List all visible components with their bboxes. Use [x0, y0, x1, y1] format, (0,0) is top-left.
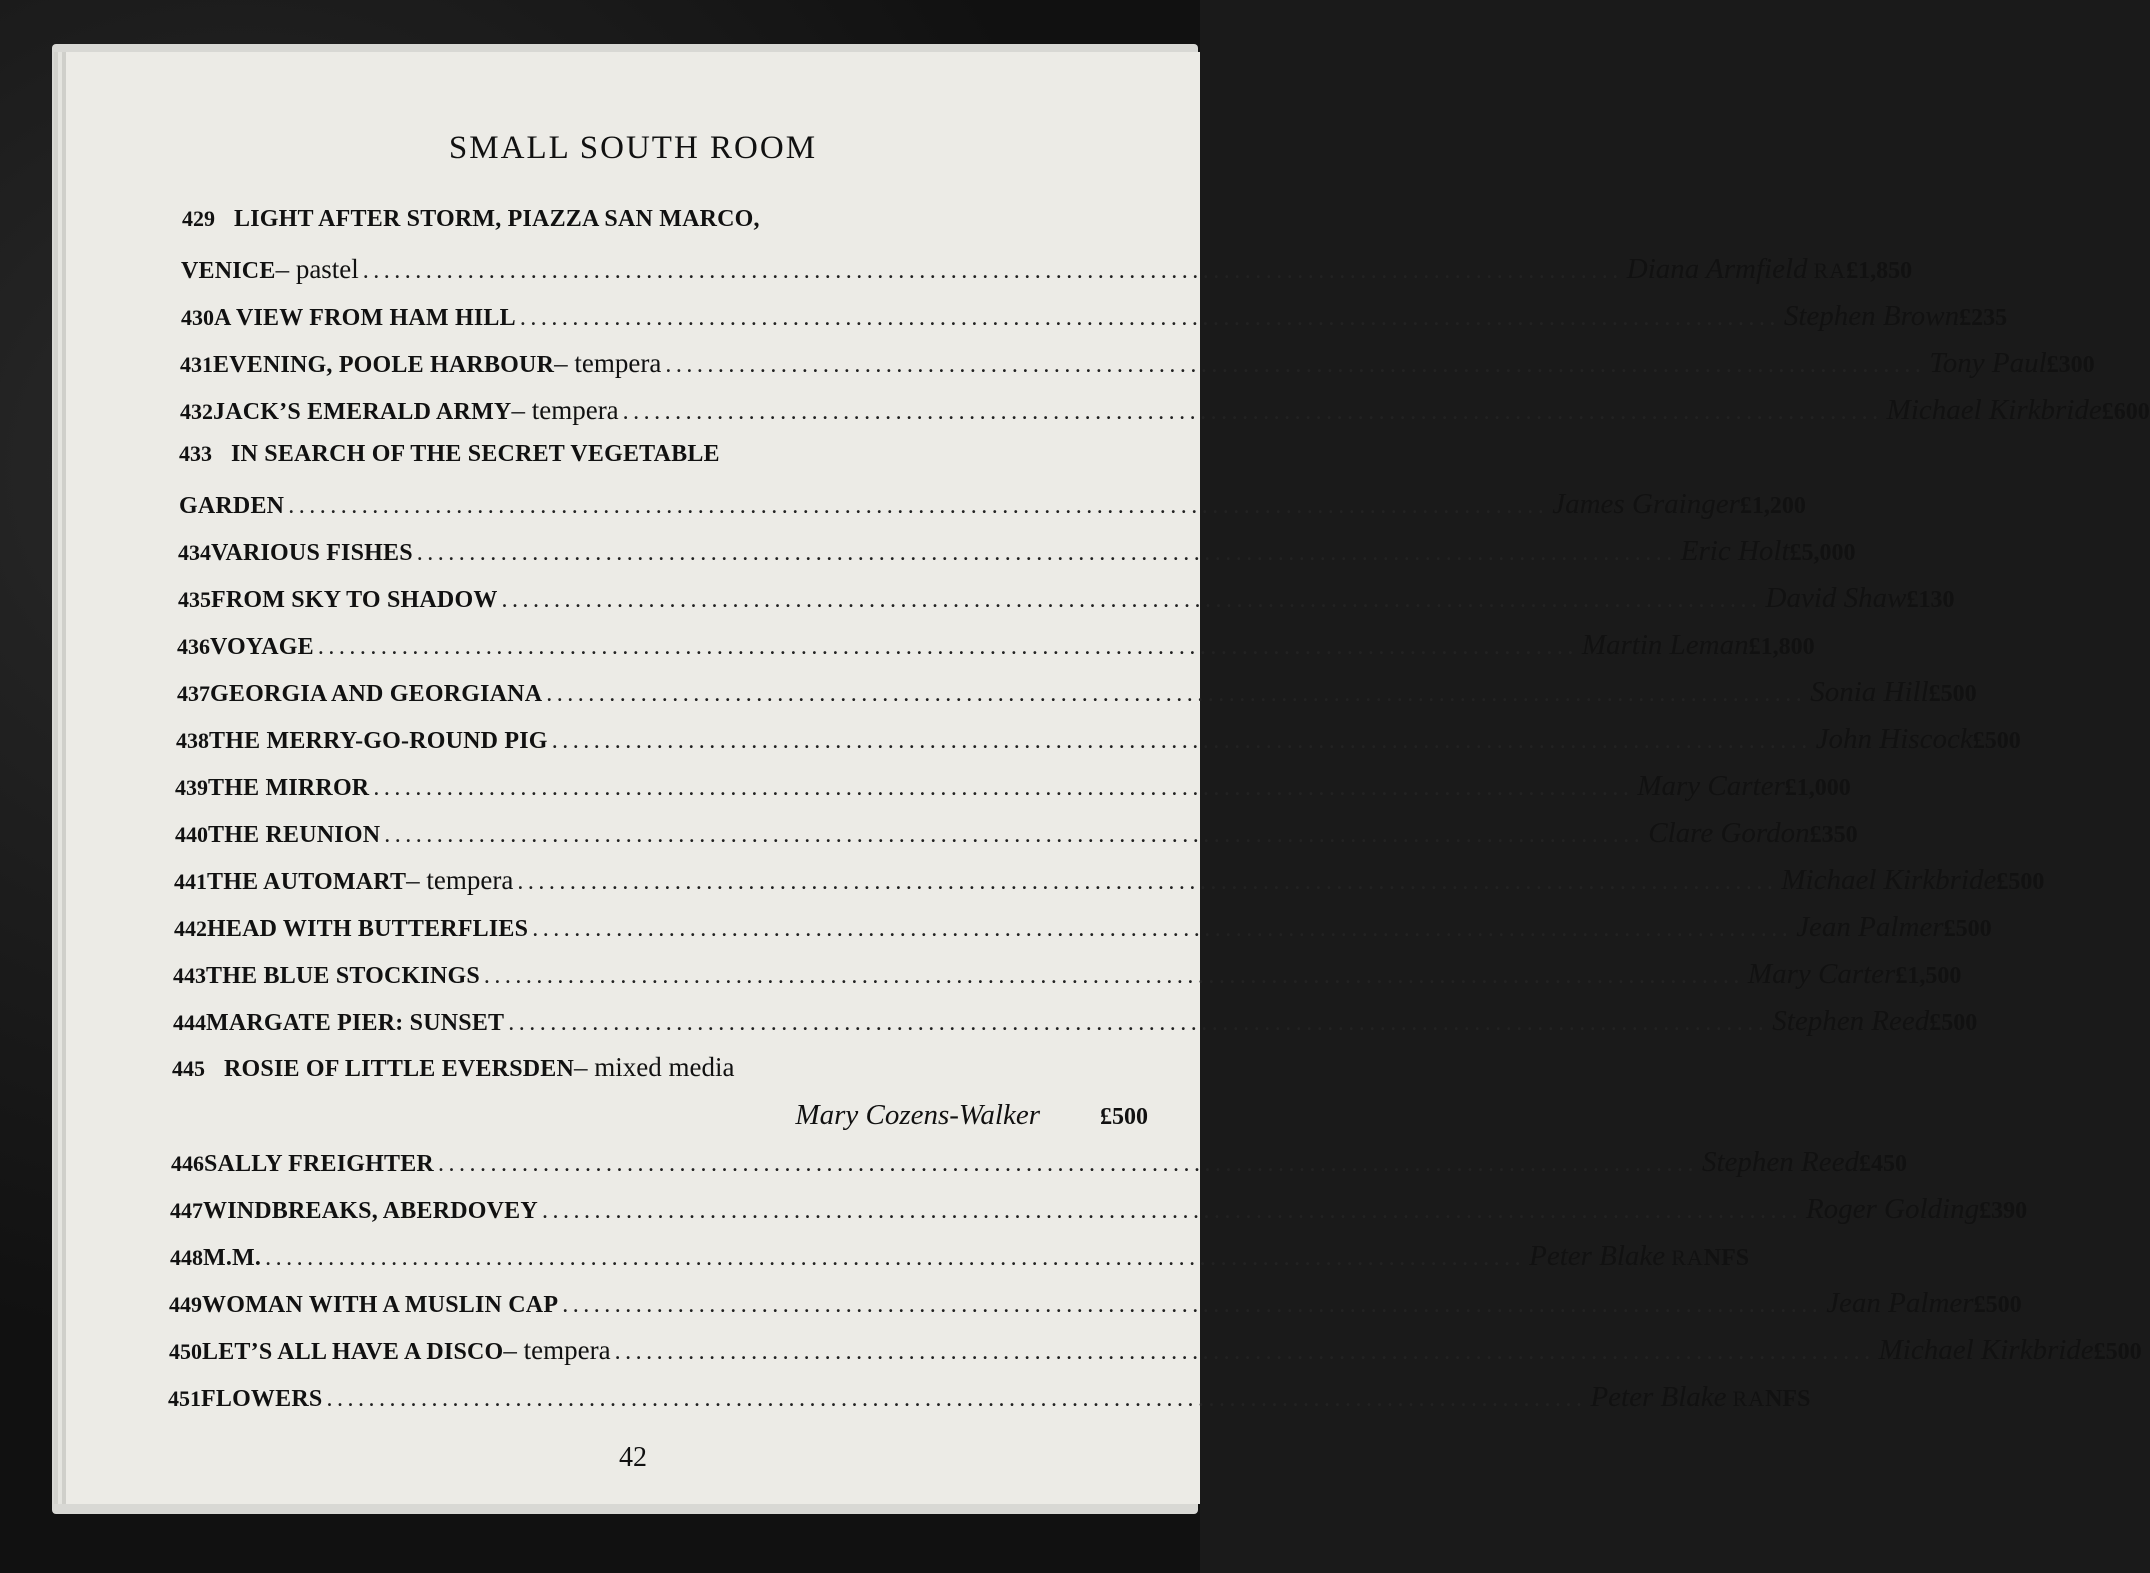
entry-number: 433 — [179, 441, 212, 466]
entry-title: LET’S ALL HAVE A DISCO — [202, 1339, 504, 1365]
entry-ra-suffix: RA — [1813, 258, 1847, 283]
entry-title: MARGATE PIER: SUNSET — [206, 1010, 505, 1036]
entry-medium: – mixed media — [574, 1052, 735, 1082]
entry-title: HEAD WITH BUTTERFLIES — [207, 916, 529, 942]
leader-dots: ........................................................................................................................ — [362, 258, 1623, 284]
entry-artist: Martin Leman — [1581, 629, 1749, 661]
entry-number: 435 — [178, 587, 211, 612]
entry-ra-suffix: RA — [1732, 1386, 1766, 1411]
catalogue-entry — [175, 770, 1851, 810]
entry-artist: Mary Carter — [1637, 770, 1785, 802]
entry-artist: James Grainger — [1552, 488, 1740, 520]
entry-number: 437 — [177, 681, 210, 706]
leader-dots: ........................................................................................................................ — [562, 1292, 1823, 1318]
entry-medium: – tempera — [503, 1335, 611, 1365]
entry-number: 436 — [177, 634, 210, 659]
catalogue-entry — [177, 629, 1815, 669]
entry-artist: Stephen Reed — [1772, 1005, 1930, 1037]
catalogue-entry — [172, 1052, 1148, 1092]
entry-title: IN SEARCH OF THE SECRET VEGETABLE — [231, 441, 720, 467]
entry-artist: Clare Gordon — [1648, 817, 1810, 849]
catalogue-entry — [181, 253, 1913, 293]
entry-number: 429 — [182, 206, 215, 231]
entry-title: JACK’S EMERALD ARMY — [213, 399, 512, 425]
catalogue-entry — [176, 723, 2021, 763]
leader-dots: ........................................................................................................................ — [551, 728, 1812, 754]
entry-price: £450 — [1858, 1151, 1907, 1177]
page-title: SMALL SOUTH ROOM — [448, 130, 818, 166]
catalogue-entry — [178, 582, 1955, 622]
entry-price: £130 — [1906, 587, 1955, 613]
entry-title: VENICE — [181, 258, 276, 284]
entry-number: 449 — [169, 1292, 202, 1317]
entry-number: 430 — [181, 305, 214, 330]
page-number: 42 — [619, 1442, 647, 1473]
entry-artist: Diana Armfield RA — [1626, 253, 1847, 285]
entry-price: £1,200 — [1739, 493, 1806, 519]
entry-artist: Sonia Hill — [1810, 676, 1929, 708]
catalogue-entry — [180, 394, 2150, 434]
entry-price: £350 — [1809, 822, 1858, 848]
entry-number: 442 — [174, 916, 207, 941]
entry-price: £500 — [1100, 1104, 1148, 1130]
entry-title: THE AUTOMART — [207, 869, 407, 895]
entry-title: ROSIE OF LITTLE EVERSDEN — [224, 1056, 575, 1082]
entry-artist: Jean Palmer — [1796, 911, 1944, 943]
entry-artist: Peter Blake RA — [1590, 1381, 1766, 1413]
entry-title: GARDEN — [179, 493, 285, 519]
entry-artist: Mary Carter — [1747, 958, 1896, 990]
entry-title: WOMAN WITH A MUSLIN CAP — [202, 1292, 559, 1318]
entry-artist: Stephen Reed — [1701, 1146, 1859, 1178]
entry-artist: John Hiscock — [1815, 723, 1973, 755]
catalogue-entry — [173, 1005, 1978, 1045]
entry-price: £1,000 — [1784, 775, 1851, 801]
entry-title: GEORGIA AND GEORGIANA — [210, 681, 543, 707]
leader-dots: ........................................................................................................................ — [614, 1339, 1875, 1365]
catalogue-entry — [181, 300, 2008, 340]
catalogue-entry — [174, 864, 2045, 904]
catalogue-entry — [170, 1240, 1750, 1280]
entry-artist: Roger Golding — [1805, 1193, 1980, 1225]
entry-price: NFS — [1703, 1245, 1750, 1271]
entry-medium: – tempera — [554, 348, 662, 378]
leader-dots: ........................................................................................................................ — [416, 540, 1677, 566]
leader-dots: ........................................................................................................................ — [508, 1010, 1769, 1036]
entry-price: £1,800 — [1748, 634, 1815, 660]
entry-title: THE BLUE STOCKINGS — [206, 963, 480, 989]
catalogue-entry — [170, 1193, 2028, 1233]
entry-ra-suffix: RA — [1671, 1245, 1704, 1270]
entry-medium: – tempera — [406, 865, 514, 895]
entry-number: 446 — [171, 1151, 204, 1176]
entry-price: NFS — [1765, 1386, 1811, 1412]
entry-number: 438 — [176, 728, 209, 753]
catalogue-entry — [178, 535, 1856, 575]
entry-price: £600 — [2101, 399, 2150, 425]
leader-dots: ........................................................................................................................ — [519, 305, 1780, 331]
leader-dots: ........................................................................................................................ — [265, 1245, 1526, 1271]
leader-dots: ........................................................................................................................ — [437, 1151, 1698, 1177]
entry-price: £500 — [1928, 681, 1977, 707]
entry-artist: Mary Cozens-Walker — [795, 1099, 1040, 1131]
entry-artist: Michael Kirkbride — [1878, 1334, 2094, 1366]
entry-number: 445 — [172, 1056, 205, 1081]
leader-dots: ........................................................................................................................ — [541, 1198, 1802, 1224]
entry-title: A VIEW FROM HAM HILL — [214, 305, 516, 331]
entry-title: WINDBREAKS, ABERDOVEY — [203, 1198, 538, 1224]
leader-dots: ........................................................................................................................ — [517, 869, 1778, 895]
entry-title: THE REUNION — [208, 822, 381, 848]
entry-price: £1,850 — [1846, 258, 1913, 284]
entry-number: 444 — [173, 1010, 206, 1035]
entry-number: 447 — [170, 1198, 203, 1223]
entry-artist: Michael Kirkbride — [1781, 864, 1997, 896]
entry-price: £500 — [1972, 728, 2021, 754]
catalogue-entry — [168, 1381, 1811, 1421]
entry-title: VOYAGE — [210, 634, 314, 660]
leader-dots: ........................................................................................................................ — [326, 1386, 1587, 1412]
leader-dots: ........................................................................................................................ — [546, 681, 1807, 707]
entry-title: EVENING, POOLE HARBOUR — [213, 352, 555, 378]
catalogue-entry — [177, 676, 1977, 716]
catalogue-entry — [182, 206, 1158, 246]
entry-artist: Peter Blake RA — [1529, 1240, 1704, 1272]
leader-dots: ........................................................................................................................ — [622, 399, 1883, 425]
entry-number: 440 — [175, 822, 208, 847]
leader-dots: ........................................................................................................................ — [373, 775, 1634, 801]
entry-price: £500 — [1943, 916, 1992, 942]
entry-number: 441 — [174, 869, 207, 894]
leader-dots: ........................................................................................................................ — [317, 634, 1578, 660]
entry-title: THE MERRY-GO-ROUND PIG — [209, 728, 548, 754]
leader-dots: ........................................................................................................................ — [384, 822, 1645, 848]
entry-number: 434 — [178, 540, 211, 565]
entry-number: 439 — [175, 775, 208, 800]
entry-medium: – tempera — [511, 395, 619, 425]
entry-title: FROM SKY TO SHADOW — [211, 587, 498, 613]
entry-title: LIGHT AFTER STORM, PIAZZA SAN MARCO, — [234, 206, 760, 232]
leader-dots: ........................................................................................................................ — [532, 916, 1793, 942]
leader-dots: ........................................................................................................................ — [483, 963, 1744, 989]
catalogue-entry — [175, 817, 1858, 857]
entry-price: £5,000 — [1789, 540, 1856, 566]
entry-number: 451 — [168, 1386, 201, 1411]
entry-number: 450 — [169, 1339, 202, 1364]
entry-title: SALLY FREIGHTER — [204, 1151, 434, 1177]
entry-number: 448 — [170, 1245, 203, 1270]
entry-artist: Michael Kirkbride — [1886, 394, 2102, 426]
catalogue-entry — [180, 347, 2095, 387]
entry-title: THE MIRROR — [208, 775, 370, 801]
entry-price: £1,500 — [1895, 963, 1962, 989]
entry-title: M.M. — [203, 1245, 262, 1271]
catalogue-entry — [172, 1099, 1148, 1139]
entry-title: VARIOUS FISHES — [211, 540, 413, 566]
entry-title: FLOWERS — [201, 1386, 323, 1412]
entry-price: £500 — [2093, 1339, 2142, 1365]
catalogue-entry — [173, 958, 1962, 998]
entry-price: £500 — [1996, 869, 2045, 895]
catalogue-entry — [179, 441, 1155, 481]
entry-price: £300 — [2046, 352, 2095, 378]
catalogue-page — [66, 52, 2150, 1504]
entry-artist: Stephen Brown — [1783, 300, 1960, 332]
entry-number: 431 — [180, 352, 213, 377]
catalogue-entry — [171, 1146, 1907, 1186]
leader-dots: ........................................................................................................................ — [501, 587, 1762, 613]
leader-dots: ........................................................................................................................ — [665, 352, 1926, 378]
catalogue-entry — [179, 488, 1806, 528]
entry-artist: Eric Holt — [1680, 535, 1790, 567]
entry-number: 443 — [173, 963, 206, 988]
entry-price: £500 — [1973, 1292, 2022, 1318]
entry-artist: David Shaw — [1765, 582, 1907, 614]
entry-price: £500 — [1929, 1010, 1978, 1036]
leader-dots: ........................................................................................................................ — [288, 493, 1549, 519]
entry-artist: Jean Palmer — [1826, 1287, 1974, 1319]
entry-number: 432 — [180, 399, 213, 424]
catalogue-entry — [169, 1334, 2142, 1374]
entry-price: £390 — [1979, 1198, 2028, 1224]
catalogue-entry — [174, 911, 1992, 951]
entry-price: £235 — [1959, 305, 2008, 331]
catalogue-entry — [169, 1287, 2022, 1327]
entry-medium: – pastel — [275, 254, 359, 284]
entry-artist: Tony Paul — [1929, 347, 2047, 379]
